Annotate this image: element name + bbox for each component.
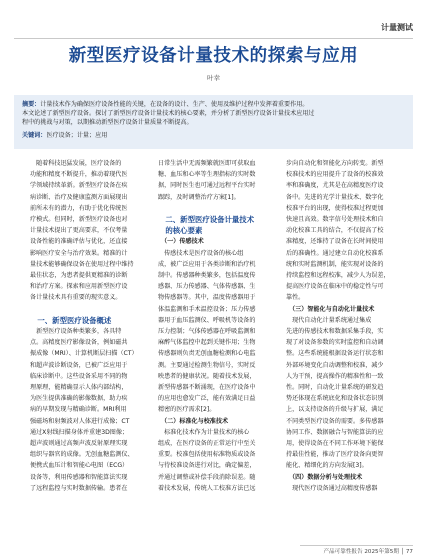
subsection-heading: （一）传感技术 (158, 238, 204, 246)
abstract-line (22, 100, 408, 109)
body-text-line: 与待校准设备进行对比，确定偏差， (158, 462, 256, 470)
body-text-line: 新型传感器不断涌现，在医疗设备中 (158, 384, 256, 392)
body-text-line: 映患者的健康状况。随着技术发展， (158, 372, 256, 380)
body-text-line: 了远程监控与实时数据传输。患者在 (30, 484, 128, 492)
body-text-line: 着技术发展，传统人工校准方法已远 (158, 484, 256, 492)
keywords-line (22, 131, 408, 140)
body-text-line: 疗模式。但同时，新型医疗设备也对 (30, 216, 128, 224)
body-text-line: 快速且高效。数字信号处理技术和自 (286, 216, 384, 224)
body-text-line: 麻醉气体监控中起到关键作用；生物 (158, 339, 256, 347)
subsection-heading: （二）标准化与校准技术 (158, 417, 229, 425)
body-column-1 (30, 158, 148, 494)
body-text-line: 统和实时监测机制，能实现对设备的 (286, 260, 384, 268)
body-text-line: 标准化技术作为计量技术的核心 (158, 428, 250, 436)
body-text-line: 学领域持续革新。新型医疗设备在疾 (30, 182, 128, 190)
body-text-line: 最佳状态，为患者提供更精准的诊断 (30, 272, 128, 280)
body-text-line: 先进的传感技术和数据采集手段，实 (286, 328, 384, 336)
body-text-line: 精密的医疗需求[2]。 (158, 406, 216, 414)
body-text-line: 性。同时，自动化计量系统的研发趋 (286, 384, 384, 392)
body-text-line: 准精度，还维持了设备在长时间使用 (286, 238, 384, 246)
body-text-line: 便携式血压计和智能心电图（ECG） (30, 462, 129, 470)
body-text-line: 外部环境变化自动调整和校准，减少 (286, 361, 384, 369)
body-text-line: 临床诊断中。这些设备采用不同的物 (30, 372, 128, 380)
body-text-line: 组织与器官的成像。无创血糖监测仪、 (30, 451, 134, 459)
body-text-line: 步向自动化和智能化方向转变。新型 (286, 160, 384, 167)
body-text-line: 测。主要通过检测生物信号，实时反 (158, 361, 256, 369)
body-text-line: 和治疗方案。探索和应用新型医疗设 (30, 283, 128, 291)
body-text-line: 现代医疗设备通过高精度传感器 (286, 484, 378, 492)
body-text-line: 能化、精细化的方向发展[3]。 (286, 462, 368, 470)
body-text-line: 据，同时医生也可通过远程平台实时 (158, 182, 256, 190)
body-text-line: 持最佳性能，推动了医疗设备向更智 (286, 451, 384, 459)
abstract-line: 程中的挑战与对策，以期推动新型医疗设备计量质量不断提高。 (22, 119, 193, 126)
body-text-line: 物传感器等。其中，温度传感器用于 (158, 294, 256, 302)
body-text-line: 协同工作、数据融合与智能算法的应 (286, 428, 384, 436)
body-text-line: 通过X射线扫描身体并重建3D图像； (30, 428, 129, 436)
body-text-line: 的应用也愈发广泛，能有效满足日益 (158, 395, 256, 403)
abstract-text: 计量技术作为确保医疗设备性能的关键，在设备的设计、生产、使用及维护过程中发挥着重要作用。 (40, 101, 309, 108)
abstract-line: 本文论述了新型医疗设备。探讨了新型医疗设备计量技术的核心要素，并分析了新型医疗设备计量技术应用过 (22, 110, 315, 117)
body-text-line: 成，被广泛应用于各类诊断和治疗机 (158, 260, 256, 268)
keywords-text: 医疗设备；计量；应用 (46, 132, 108, 139)
body-text-line: 感器、压力传感器、气体传感器、生 (158, 283, 256, 291)
body-text-line: 随着科技迅猛发展，医疗设备的 (30, 160, 122, 167)
body-text-line: 设备性能的准确评估与优化，还直接 (30, 238, 128, 246)
body-text-line: 和超声波诊断设备，已被广泛应用于 (30, 361, 128, 369)
body-text-line: 点。高精度医疗影像设备，例如磁共 (30, 339, 128, 347)
body-text-line: 功能和精度不断提升，推动着现代医 (30, 171, 128, 179)
body-text-line: 病的早期发现与精确诊断。MRI利用 (30, 406, 127, 414)
body-text-line: 计量技术提出了更高要求，不仅考量 (30, 227, 128, 235)
body-text-line: 动化校准工具的结合，不仅提高了校 (286, 227, 384, 235)
body-text-line (158, 203, 276, 214)
body-column-3 (286, 158, 413, 494)
body-column-2 (158, 158, 276, 494)
header-divider (14, 38, 413, 39)
body-text-line: 持续监控和远程校准，减少人为误差， (286, 272, 390, 280)
body-text-line: 人为干预，提高操作的精准性和一致 (286, 372, 384, 380)
body-text-line: 体温监测和手术温控设备；压力传感 (158, 305, 256, 313)
body-text-line: 校准技术的应用提升了设备的校准效 (286, 171, 384, 179)
body-text-line: 传感器则负责无创血糖检测和心电监 (158, 350, 256, 358)
body-text-line: 糖、血压和心率等生理指标的实时数 (158, 171, 256, 179)
body-text-line: 超声波则通过高频声波反射原理实现 (30, 440, 128, 448)
body-text-line: 量技术能够确保设备在使用过程中维持 (30, 260, 134, 268)
body-text-line: 理原理，能精确显示人体内部结构， (30, 384, 128, 392)
body-text-line: 强磁场和射频波对人体进行成像；CT (30, 417, 130, 425)
keywords-label: 关键词： (22, 132, 47, 139)
page-footer: 产品可靠性报告 2025年第5期 │ 77 (323, 549, 413, 555)
body-text-line: 上，以支持设备的升级与扩展，满足 (286, 406, 384, 414)
body-text-line: 备中。先进的光学计量技术、数字化 (286, 193, 384, 201)
body-text-line: 跟踪，及时调整治疗方案[1]。 (158, 193, 240, 201)
body-text-line: 靠性。 (286, 294, 305, 302)
body-text-line: 重要。校准包括使用标准物质或设备 (158, 451, 256, 459)
body-text-line: 振成像（MRI）、计算机断层扫描（CT） (30, 350, 138, 358)
body-text-line: 前所未有的潜力，有助于优化传统医 (30, 204, 128, 212)
body-text-line: 日常生活中无需频繁就医即可获取血 (158, 160, 256, 167)
body-text-line: 压力控制；气体传感器在呼吸监测和 (158, 328, 256, 336)
body-text-line: 备计量技术具有重要的现实意义。 (30, 294, 122, 302)
body-text-line: 用，使得设备在不同工作环境下能保 (286, 440, 384, 448)
body-text-line: 整。这些系统能根据设备运行状态和 (286, 350, 384, 358)
body-text-line: 现代自动化计量系统通过集成 (286, 316, 372, 324)
body-text-line: 组成，在医疗设备的正常运行中至关 (158, 440, 256, 448)
section-heading: 二、新型医疗设备计量技术 (158, 215, 255, 225)
section-heading: 的核心要素 (158, 226, 203, 236)
body-text-line: 并通过调整或补偿手段消除误差。随 (158, 473, 256, 481)
subsection-heading: （四）数据分析与处理技术 (286, 473, 363, 481)
section-tag: 计量测试 (381, 23, 413, 32)
abstract-label: 摘要： (22, 101, 41, 108)
body-text-line: 为医生提供准确的影像数据，助力疾 (30, 395, 128, 403)
body-text-line (30, 304, 148, 315)
body-text-line: 现了对设备参数的实时监控和自动调 (286, 339, 384, 347)
body-text-line: 率和准确度，尤其是在高精度医疗设 (286, 182, 384, 190)
body-text-line: 校准平台的出现，使得校准过程更加 (286, 204, 384, 212)
body-text-line: 影响医疗安全与治疗效果。精准的计 (30, 249, 128, 257)
body-text-line: 制中。传感器种类繁多，包括温度传 (158, 272, 256, 280)
body-text-line: 器用于血压监测仪、呼吸机等设备的 (158, 316, 256, 324)
body-text-line: 传感技术是医疗设备的核心组 (158, 249, 244, 257)
body-text-line: 不同类型医疗设备的需要。多传感器 (286, 417, 384, 425)
footer-divider (300, 545, 413, 546)
body-text-line: 提高医疗设备在临床中的稳定性与可 (286, 283, 384, 291)
subsection-heading: （三）智能化与自动化计量技术 (286, 305, 375, 313)
body-text-line: 后的准确性。通过建立自动化校准系 (286, 249, 384, 257)
article-author: 叶幸 (207, 74, 220, 82)
body-text-line: 设备等，利用传感器和智能算法实现 (30, 473, 128, 481)
body-text-line: 势还体现在系统底化和设备状态识别 (286, 395, 384, 403)
body-text-line: 病诊断、治疗及健康监测方面展现出 (30, 193, 128, 201)
article-title: 新型医疗设备计量技术的探索与应用 (68, 46, 359, 66)
section-heading: 一、新型医疗设备概述 (30, 315, 112, 325)
body-text-line: 新型医疗设备种类繁多，各具特 (30, 328, 122, 336)
